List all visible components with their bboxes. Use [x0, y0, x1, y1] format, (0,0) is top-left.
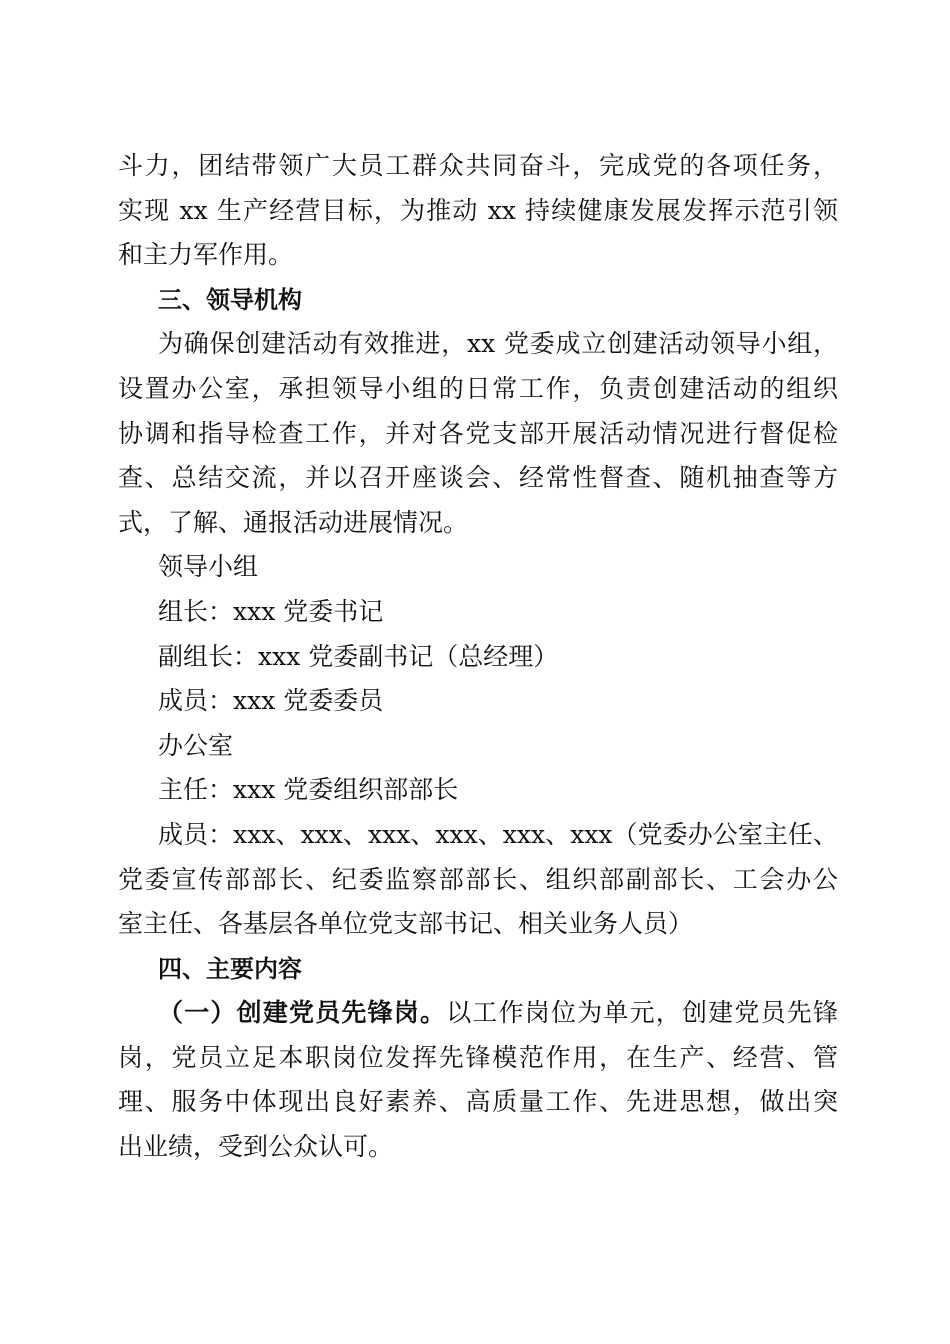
group-leader: 组长：xxx 党委书记 [158, 596, 384, 626]
intro-line: 和主力军作用。 [118, 240, 294, 270]
leading-group-title: 领导小组 [158, 552, 259, 582]
office-members-line: 成员：xxx、xxx、xxx、xxx、xxx、xxx（党委办公室主任、 [158, 819, 838, 849]
item-1-line: 理、服务中体现出良好素养、高质量工作、先进思想，做出突 [118, 1087, 838, 1117]
section-3-heading: 三、领导机构 [158, 285, 302, 314]
group-members: 成员：xxx 党委委员 [158, 686, 384, 716]
item-1-line: 出业绩，受到公众认可。 [118, 1132, 394, 1162]
office-title: 办公室 [158, 730, 234, 760]
item-1-first-line [118, 991, 838, 1036]
office-members-line: 室主任、各基层各单位党支部书记、相关业务人员） [118, 909, 694, 939]
document-page [118, 144, 838, 1170]
section-3-paragraph-line: 为确保创建活动有效推进，xx 党委成立创建活动领导小组， [158, 329, 838, 359]
section-3-paragraph-line: 查、总结交流，并以召开座谈会、经常性督查、随机抽查等方 [118, 463, 838, 493]
section-3-paragraph-line: 协调和指导检查工作，并对各党支部开展活动情况进行督促检 [118, 418, 838, 448]
section-3-paragraph-line: 设置办公室，承担领导小组的日常工作，负责创建活动的组织 [118, 373, 838, 403]
item-1-first-rest: 以工作岗位为单元，创建党员先锋 [446, 998, 838, 1028]
section-3-paragraph-line: 式，了解、通报活动进展情况。 [118, 507, 469, 537]
intro-line: 实现 xx 生产经营目标，为推动 xx 持续健康发展发挥示范引领 [118, 195, 838, 225]
group-deputy-leader: 副组长：xxx 党委副书记（总经理） [158, 641, 559, 671]
section-4-heading: 四、主要内容 [158, 954, 302, 983]
intro-line: 斗力，团结带领广大员工群众共同奋斗，完成党的各项任务， [118, 151, 838, 180]
item-1-lead: （一）创建党员先锋岗。 [158, 998, 447, 1028]
item-1-line: 岗，党员立足本职岗位发挥先锋模范作用，在生产、经营、管 [118, 1042, 838, 1072]
office-members-line: 党委宣传部部长、纪委监察部部长、组织部副部长、工会办公 [118, 864, 838, 894]
office-director: 主任：xxx 党委组织部部长 [158, 775, 459, 805]
